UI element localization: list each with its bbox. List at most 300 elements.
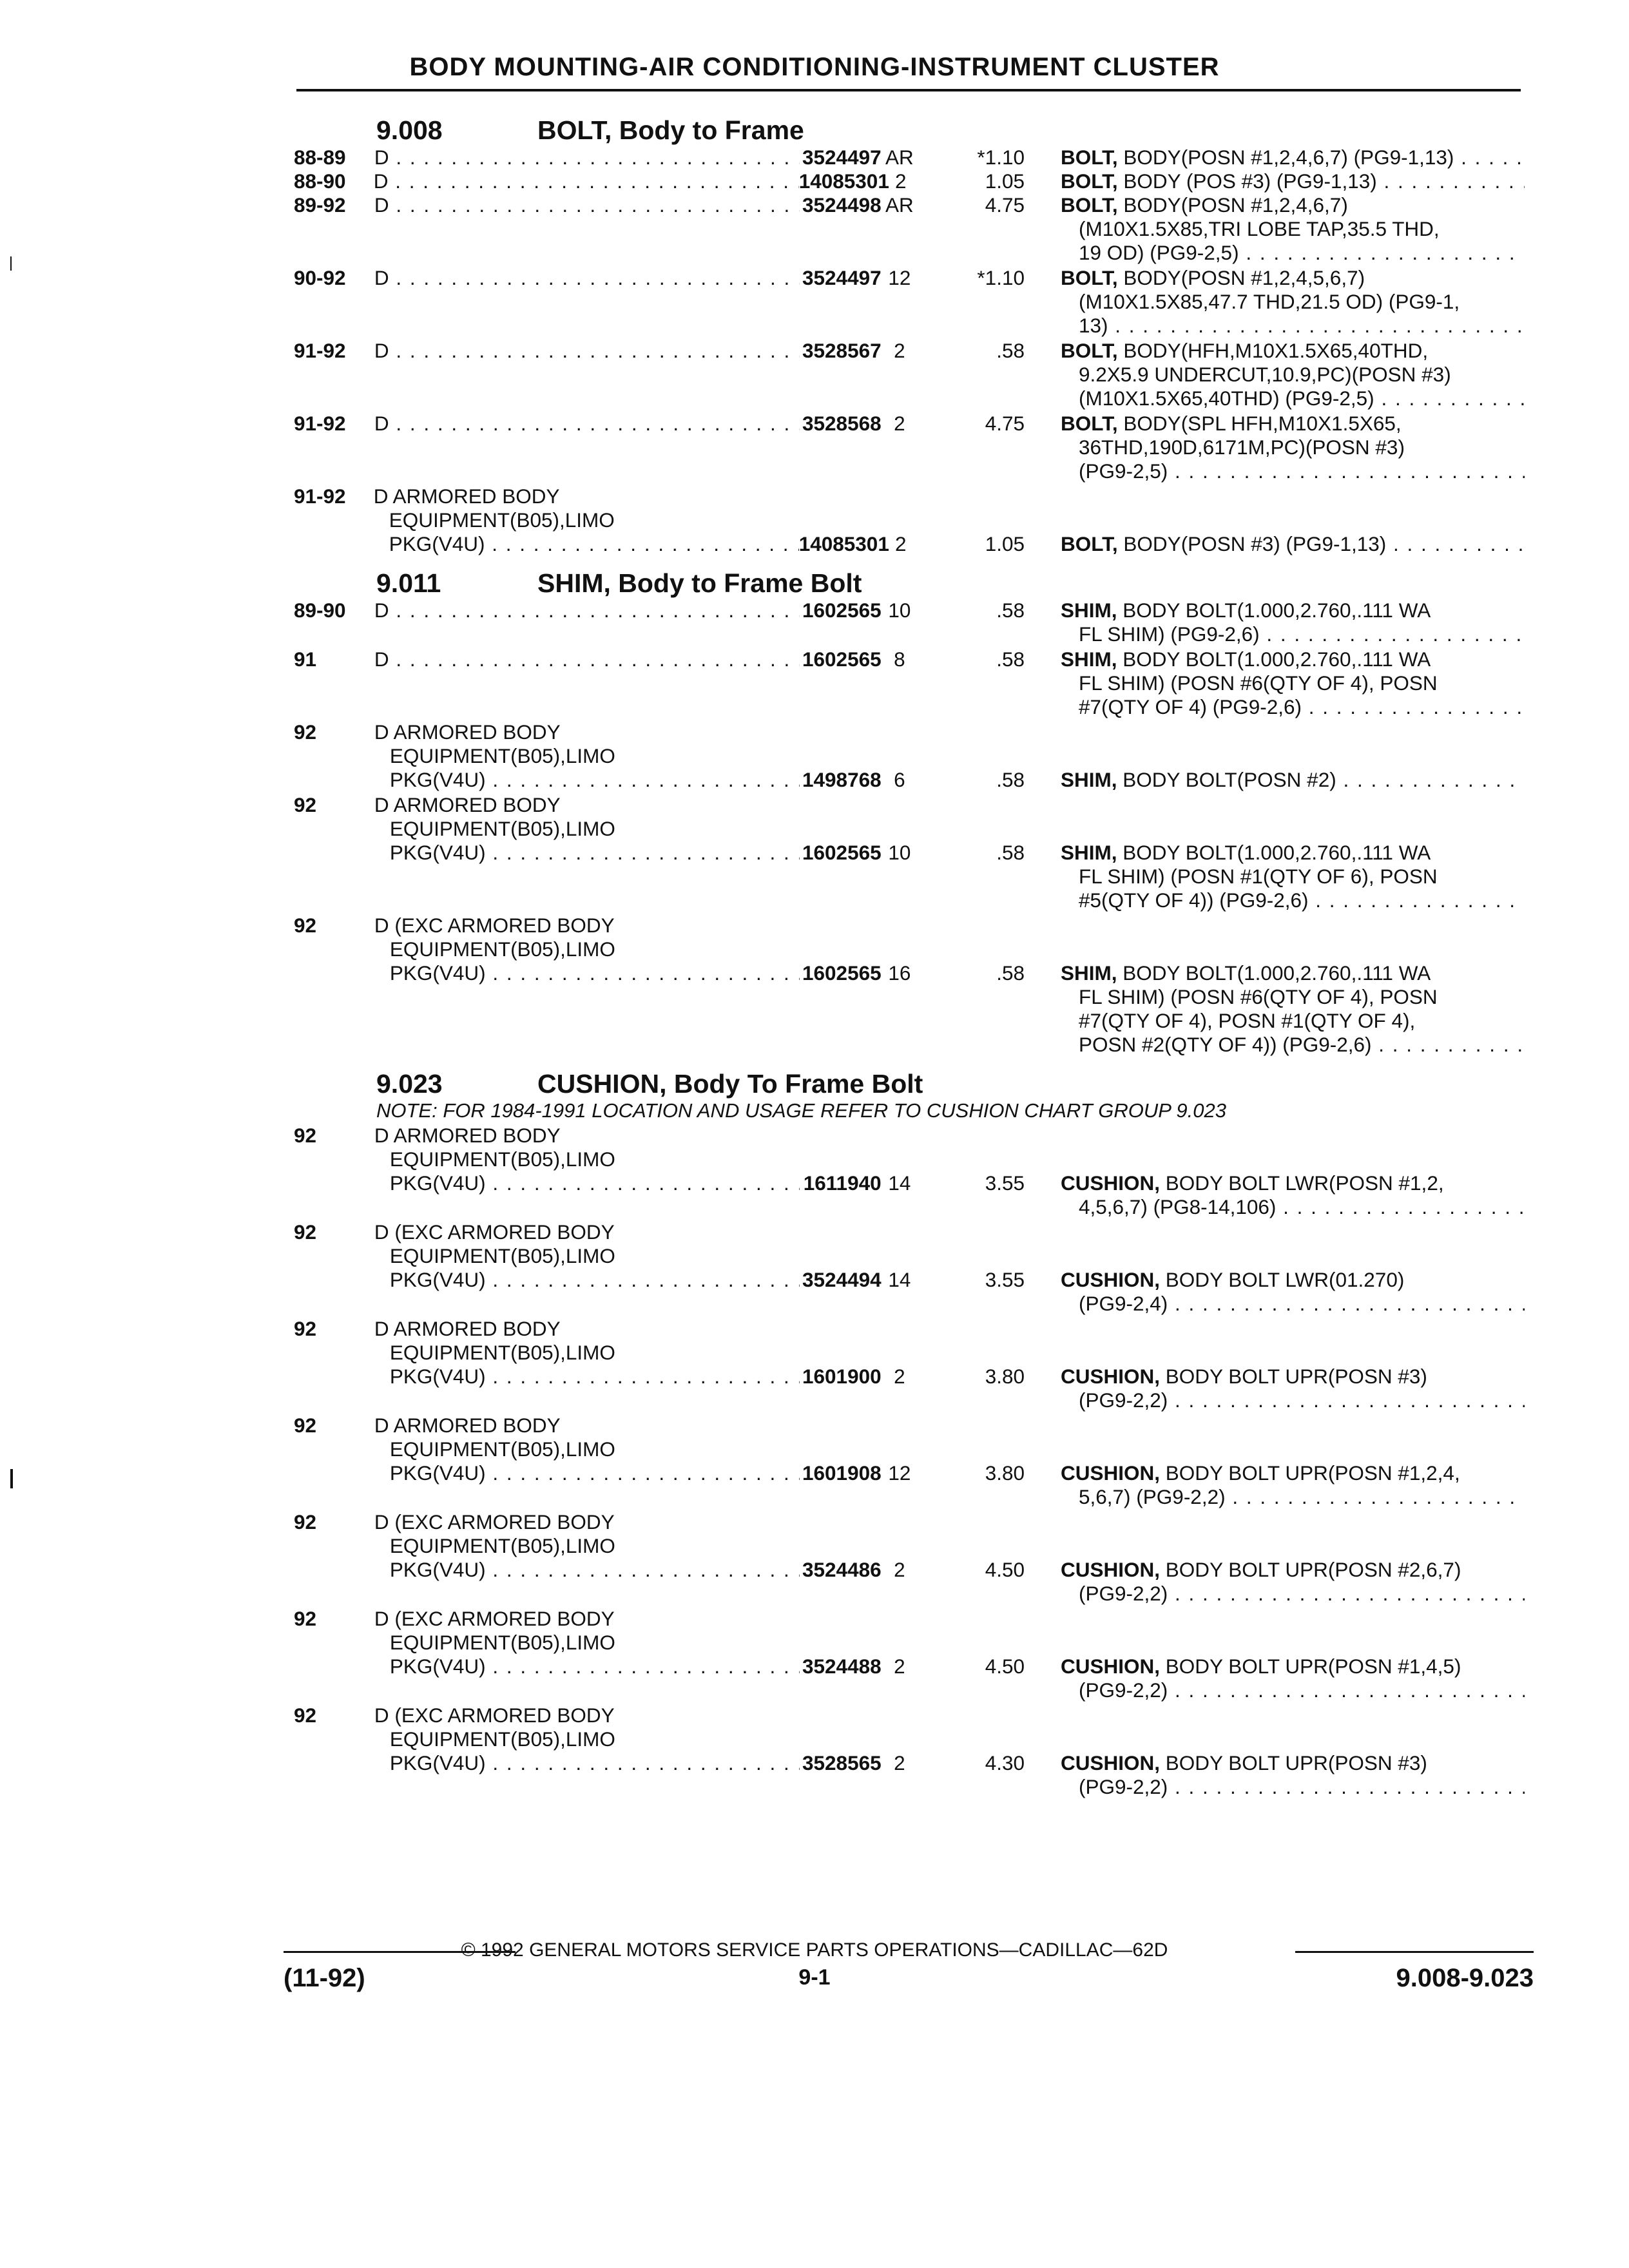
part-entry (294, 169, 1525, 193)
part-entry (294, 648, 1525, 719)
part-description (1061, 169, 1525, 193)
price-value: 3.55 (985, 1268, 1025, 1291)
description-line (1061, 1365, 1525, 1389)
usage-line: D . . . (374, 412, 800, 436)
model-years: 91-92 (294, 485, 346, 508)
quantity (882, 1704, 918, 1799)
quantity (882, 1220, 918, 1316)
usage-line: PKG(V4U) . . . (374, 1268, 800, 1292)
description-line (1061, 1171, 1525, 1195)
usage-line: EQUIPMENT(B05),LIMO (389, 817, 615, 840)
part-number (800, 1220, 882, 1316)
model-years: 91-92 (294, 339, 346, 362)
part-number (800, 793, 882, 912)
part-entry (294, 193, 1525, 265)
usage-line: EQUIPMENT(B05),LIMO (389, 1631, 615, 1654)
section-number: 9.023 (376, 1069, 443, 1099)
quantity (882, 914, 918, 1057)
part-number-value: 3528567 (802, 339, 882, 362)
description-line: (M10X1.5X85,47.7 THD,21.5 OD) (PG9-1, (1079, 290, 1460, 313)
description-line (1061, 169, 1525, 193)
part-number (800, 1607, 882, 1702)
price (918, 266, 1061, 338)
part-entry (294, 266, 1525, 338)
model-years: 92 (294, 1220, 317, 1244)
description-text: BODY BOLT(1.000,2.760,.111 WA (1123, 648, 1431, 671)
usage-line: D (EXC ARMORED BODY (374, 1510, 615, 1533)
usage-description (374, 339, 800, 410)
part-number (798, 169, 889, 193)
part-description (1061, 485, 1525, 556)
price-value: .58 (996, 648, 1025, 671)
part-number-value: 1602565 (802, 599, 882, 622)
part-name: BOLT, (1061, 146, 1118, 169)
part-number (800, 146, 882, 169)
price (918, 146, 1061, 169)
part-name: BOLT, (1061, 412, 1118, 435)
quantity-value: 12 (888, 1461, 911, 1485)
quantity (883, 485, 919, 556)
part-name: SHIM, (1061, 768, 1117, 791)
quantity-value: 16 (888, 961, 911, 985)
usage-description (374, 648, 800, 719)
model-years: 92 (294, 1414, 317, 1437)
part-description (1061, 146, 1525, 169)
description-text: BODY BOLT UPR(POSN #3) (1165, 1751, 1427, 1774)
usage-description (374, 1510, 800, 1606)
quantity-value: 10 (888, 599, 911, 622)
part-entry (294, 1704, 1525, 1799)
usage-line: D (EXC ARMORED BODY (374, 1607, 615, 1630)
section-note: NOTE: FOR 1984-1991 LOCATION AND USAGE REFER TO CUSHION CHART GROUP 9.023 (376, 1099, 1226, 1122)
price (919, 169, 1061, 193)
price-value: .58 (996, 768, 1025, 791)
description-line: (PG9-2,2) . . . (1061, 1678, 1525, 1702)
usage-line: EQUIPMENT(B05),LIMO (389, 1148, 615, 1171)
part-entry (294, 793, 1525, 912)
usage-line: PKG(V4U) . . . (374, 532, 799, 556)
usage-line: D ARMORED BODY (373, 485, 560, 508)
usage-description (374, 1124, 800, 1219)
price-value: 4.50 (985, 1655, 1025, 1678)
part-name: CUSHION, (1061, 1268, 1161, 1291)
description-line (1061, 1751, 1525, 1775)
model-years: 92 (294, 1510, 317, 1533)
description-line (1061, 193, 1525, 217)
part-number-value: 3524494 (802, 1268, 882, 1291)
part-description (1061, 1317, 1525, 1412)
price (918, 1607, 1061, 1702)
part-name: BOLT, (1061, 532, 1118, 555)
description-line: (PG9-2,2) . . . (1061, 1775, 1525, 1799)
parts-catalog (294, 103, 1525, 1800)
usage-line: EQUIPMENT(B05),LIMO (389, 744, 615, 767)
model-years: 92 (294, 793, 317, 816)
part-entry (294, 412, 1525, 483)
description-text: BODY BOLT UPR(POSN #3) (1165, 1365, 1427, 1388)
part-name: SHIM, (1061, 599, 1117, 622)
part-number (800, 648, 882, 719)
part-description (1061, 1124, 1525, 1219)
part-number (800, 914, 882, 1057)
part-number (800, 720, 882, 792)
part-description (1061, 648, 1525, 719)
title-rule (296, 89, 1521, 91)
section-heading (294, 560, 1525, 599)
part-number (800, 1704, 882, 1799)
part-name: SHIM, (1061, 841, 1117, 864)
part-number-value: 1602565 (802, 648, 882, 671)
usage-description (374, 266, 800, 338)
usage-line: D ARMORED BODY (374, 1317, 561, 1340)
price (918, 1124, 1061, 1219)
quantity-value: 12 (888, 266, 911, 289)
quantity-value: 2 (894, 1751, 905, 1774)
description-line (1061, 1558, 1525, 1582)
quantity-value: 2 (894, 532, 907, 555)
description-line: (M10X1.5X85,TRI LOBE TAP,35.5 THD, (1079, 217, 1440, 240)
description-line: 13) . . . (1061, 314, 1525, 338)
footer-copyright: © 1992 GENERAL MOTORS SERVICE PARTS OPERATIONS—CADILLAC—62D (461, 1939, 1168, 1961)
model-years: 92 (294, 1704, 317, 1727)
usage-description (374, 1607, 800, 1702)
usage-line: PKG(V4U) . . . (374, 1751, 800, 1775)
part-number (800, 1510, 882, 1606)
quantity (882, 146, 918, 169)
description-line: #5(QTY OF 4)) (PG9-2,6) . . . (1061, 889, 1525, 912)
quantity-value: 2 (894, 1365, 905, 1388)
quantity (882, 1510, 918, 1606)
description-line: 19 OD) (PG9-2,5) . . . (1061, 241, 1525, 265)
part-name: CUSHION, (1061, 1171, 1161, 1195)
price (918, 793, 1061, 912)
part-name: SHIM, (1061, 648, 1117, 671)
quantity (882, 599, 918, 646)
usage-line: PKG(V4U) . . . (374, 768, 800, 792)
part-name: BOLT, (1061, 193, 1118, 216)
price (918, 720, 1061, 792)
usage-line: D . . . (374, 169, 799, 193)
price-value: 1.05 (985, 169, 1025, 193)
description-line (1061, 1268, 1525, 1292)
part-name: CUSHION, (1061, 1365, 1161, 1388)
part-entry (294, 1510, 1525, 1606)
quantity-value: AR (885, 193, 914, 216)
part-number-value: 1498768 (802, 768, 882, 791)
part-name: SHIM, (1061, 961, 1117, 985)
part-entry (294, 1124, 1525, 1219)
part-description (1061, 1220, 1525, 1316)
usage-line: D ARMORED BODY (374, 1414, 561, 1437)
quantity-value: 14 (888, 1268, 911, 1291)
part-name: CUSHION, (1061, 1461, 1161, 1485)
part-description (1061, 339, 1525, 410)
usage-line: EQUIPMENT(B05),LIMO (389, 1341, 615, 1364)
footer-section-range: 9.008-9.023 (1396, 1964, 1534, 1992)
quantity-value: AR (885, 146, 914, 169)
usage-description (374, 793, 800, 912)
quantity (882, 1414, 918, 1509)
quantity (883, 169, 919, 193)
quantity-value: 2 (894, 1655, 905, 1678)
description-line (1061, 412, 1525, 436)
description-text: BODY(POSN #1,2,4,5,6,7) (1123, 266, 1365, 289)
part-number (800, 266, 882, 338)
description-line (1061, 532, 1525, 556)
description-line: POSN #2(QTY OF 4)) (PG9-2,6) . . . (1061, 1033, 1525, 1057)
description-text: BODY BOLT UPR(POSN #1,2,4, (1165, 1461, 1460, 1485)
part-number-value: 3524497 (802, 266, 882, 289)
model-years: 92 (294, 914, 317, 937)
margin-mark (10, 1469, 13, 1488)
section-number: 9.008 (376, 115, 443, 145)
usage-line: PKG(V4U) . . . (374, 1171, 800, 1195)
price (918, 412, 1061, 483)
part-entry (294, 1317, 1525, 1412)
price-value: 4.75 (985, 412, 1025, 435)
quantity-value: 8 (894, 648, 905, 671)
quantity-value: 10 (888, 841, 911, 864)
usage-line: EQUIPMENT(B05),LIMO (389, 1727, 615, 1751)
quantity-value: 2 (894, 412, 905, 435)
quantity (882, 412, 918, 483)
description-line: FL SHIM) (POSN #6(QTY OF 4), POSN (1079, 671, 1438, 695)
price (918, 1510, 1061, 1606)
usage-line: D ARMORED BODY (374, 793, 561, 816)
description-text: BODY BOLT LWR(POSN #1,2, (1165, 1171, 1444, 1195)
usage-line: D . . . (374, 599, 800, 622)
part-description (1061, 1510, 1525, 1606)
quantity-value: 2 (894, 169, 907, 193)
price-value: 3.80 (985, 1365, 1025, 1388)
model-years: 92 (294, 1607, 317, 1630)
part-entry (294, 720, 1525, 792)
usage-description (374, 1317, 800, 1412)
usage-line: D . . . (374, 339, 800, 363)
price-value: 4.75 (985, 193, 1025, 216)
part-number-value: 3524486 (802, 1558, 882, 1581)
part-entry (294, 1220, 1525, 1316)
price-value: 3.80 (985, 1461, 1025, 1485)
description-text: BODY BOLT UPR(POSN #2,6,7) (1165, 1558, 1461, 1581)
price (918, 599, 1061, 646)
quantity-value: 14 (888, 1171, 911, 1195)
model-years: 92 (294, 720, 317, 744)
description-text: BODY BOLT UPR(POSN #1,4,5) (1165, 1655, 1461, 1678)
price-value: 4.30 (985, 1751, 1025, 1774)
usage-line: D (EXC ARMORED BODY (374, 1704, 615, 1727)
description-line (1061, 768, 1525, 792)
part-entry (294, 1607, 1525, 1702)
usage-line: D ARMORED BODY (374, 1124, 561, 1147)
part-entry (294, 146, 1525, 169)
part-number-value: 3524488 (802, 1655, 882, 1678)
part-name: BOLT, (1061, 266, 1118, 289)
part-entry (294, 485, 1525, 556)
part-number-value: 3528568 (802, 412, 882, 435)
description-line: #7(QTY OF 4) (PG9-2,6) . . . (1061, 695, 1525, 719)
price-value: 1.05 (985, 532, 1025, 555)
usage-line: D (EXC ARMORED BODY (374, 914, 615, 937)
description-text: BODY BOLT(POSN #2) (1123, 768, 1336, 791)
part-number-value: 3528565 (802, 1751, 882, 1774)
description-line: 9.2X5.9 UNDERCUT,10.9,PC)(POSN #3) (1079, 363, 1451, 386)
part-description (1061, 412, 1525, 483)
part-name: CUSHION, (1061, 1751, 1161, 1774)
description-line (1061, 1655, 1525, 1678)
description-line: (PG9-2,2) . . . (1061, 1582, 1525, 1606)
description-text: BODY BOLT(1.000,2.760,.111 WA (1123, 599, 1431, 622)
model-years: 91-92 (294, 412, 346, 435)
usage-description (374, 169, 799, 193)
quantity (882, 720, 918, 792)
quantity (882, 193, 918, 265)
part-number-value: 1611940 (803, 1171, 882, 1195)
part-name: CUSHION, (1061, 1655, 1161, 1678)
footer-page-number: 9-1 (798, 1965, 831, 1990)
usage-description (374, 193, 800, 265)
usage-line: D . . . (374, 193, 800, 217)
usage-line: EQUIPMENT(B05),LIMO (389, 1244, 615, 1267)
model-years: 89-90 (294, 599, 346, 622)
part-description (1061, 793, 1525, 912)
part-name: BOLT, (1061, 169, 1118, 193)
description-line: FL SHIM) (POSN #1(QTY OF 6), POSN (1079, 865, 1438, 888)
description-line (1061, 339, 1525, 363)
quantity (882, 648, 918, 719)
usage-line: D (EXC ARMORED BODY (374, 1220, 615, 1244)
usage-line: EQUIPMENT(B05),LIMO (389, 1437, 615, 1461)
part-description (1061, 193, 1525, 265)
part-number-value: 1601900 (802, 1365, 882, 1388)
part-description (1061, 914, 1525, 1057)
part-number-value: 14085301 (798, 169, 889, 193)
description-line: 36THD,190D,6171M,PC)(POSN #3) (1079, 436, 1405, 459)
section-heading (294, 1061, 1525, 1099)
usage-description (374, 485, 799, 556)
price (918, 1317, 1061, 1412)
description-line (1061, 1461, 1525, 1485)
usage-line: EQUIPMENT(B05),LIMO (389, 1534, 615, 1557)
part-number (800, 1124, 882, 1219)
price-value: *1.10 (977, 266, 1025, 289)
price (918, 914, 1061, 1057)
usage-description (374, 599, 800, 646)
price-value: 3.55 (985, 1171, 1025, 1195)
price (918, 339, 1061, 410)
section-name: CUSHION, Body To Frame Bolt (537, 1069, 923, 1099)
description-line: (M10X1.5X65,40THD) (PG9-2,5) . . . (1061, 387, 1525, 410)
usage-description (374, 1414, 800, 1509)
footer-date: (11-92) (284, 1964, 365, 1992)
usage-description (374, 914, 800, 1057)
description-line: #7(QTY OF 4), POSN #1(QTY OF 4), (1079, 1009, 1416, 1032)
price-value: .58 (996, 841, 1025, 864)
part-number (800, 193, 882, 265)
usage-line: PKG(V4U) . . . (374, 1558, 800, 1582)
description-text: BODY BOLT LWR(01.270) (1165, 1268, 1405, 1291)
section-heading (294, 107, 1525, 146)
description-text: BODY(SPL HFH,M10X1.5X65, (1123, 412, 1402, 435)
usage-line: PKG(V4U) . . . (374, 961, 800, 985)
usage-description (374, 146, 800, 169)
model-years: 92 (294, 1317, 317, 1340)
description-text: BODY (POS #3) (PG9-1,13) (1123, 169, 1377, 193)
quantity-value: 6 (894, 768, 905, 791)
part-description (1061, 266, 1525, 338)
part-name: BOLT, (1061, 339, 1118, 362)
description-text: BODY(POSN #1,2,4,6,7) (1123, 193, 1348, 216)
usage-line: EQUIPMENT(B05),LIMO (389, 508, 615, 532)
part-number (798, 485, 889, 556)
section-name: BOLT, Body to Frame (537, 115, 804, 145)
price (918, 648, 1061, 719)
quantity (882, 1124, 918, 1219)
usage-description (374, 720, 800, 792)
description-line (1061, 266, 1525, 290)
model-years: 91 (294, 648, 317, 671)
part-description (1061, 1704, 1525, 1799)
model-years: 90-92 (294, 266, 346, 289)
price-value: .58 (996, 961, 1025, 985)
margin-mark (10, 256, 12, 271)
description-line (1061, 599, 1525, 622)
part-number-value: 1602565 (802, 841, 882, 864)
description-line (1061, 841, 1525, 865)
part-description (1061, 599, 1525, 646)
part-number (800, 599, 882, 646)
description-line: (PG9-2,5) . . . (1061, 459, 1525, 483)
part-number-value: 3524498 (802, 193, 882, 216)
description-line (1061, 648, 1525, 671)
price (918, 1220, 1061, 1316)
usage-description (374, 412, 800, 483)
part-entry (294, 599, 1525, 646)
usage-line: D ARMORED BODY (374, 720, 561, 744)
description-line: 4,5,6,7) (PG8-14,106) . . . (1061, 1195, 1525, 1219)
usage-line: PKG(V4U) . . . (374, 841, 800, 865)
part-number (800, 339, 882, 410)
usage-line: PKG(V4U) . . . (374, 1365, 800, 1389)
part-number-value: 1601908 (802, 1461, 882, 1485)
model-years: 92 (294, 1124, 317, 1147)
quantity (882, 339, 918, 410)
price (918, 1704, 1061, 1799)
part-number (800, 412, 882, 483)
usage-line: EQUIPMENT(B05),LIMO (389, 937, 615, 961)
part-description (1061, 1414, 1525, 1509)
quantity (882, 1607, 918, 1702)
price-value: *1.10 (977, 146, 1025, 169)
description-line: 5,6,7) (PG9-2,2) . . . (1061, 1485, 1525, 1509)
quantity-value: 2 (894, 1558, 905, 1581)
quantity (882, 266, 918, 338)
price (919, 485, 1061, 556)
price-value: .58 (996, 599, 1025, 622)
description-line (1061, 146, 1525, 169)
description-line: FL SHIM) (PG9-2,6) . . . (1061, 622, 1525, 646)
quantity-value: 2 (894, 339, 905, 362)
price (918, 1414, 1061, 1509)
description-line: FL SHIM) (POSN #6(QTY OF 4), POSN (1079, 985, 1438, 1008)
usage-line: PKG(V4U) . . . (374, 1655, 800, 1678)
price-value: 4.50 (985, 1558, 1025, 1581)
part-number-value: 3524497 (802, 146, 882, 169)
usage-line: PKG(V4U) . . . (374, 1461, 800, 1485)
part-number-value: 14085301 (798, 532, 889, 555)
quantity (882, 793, 918, 912)
price-value: .58 (996, 339, 1025, 362)
